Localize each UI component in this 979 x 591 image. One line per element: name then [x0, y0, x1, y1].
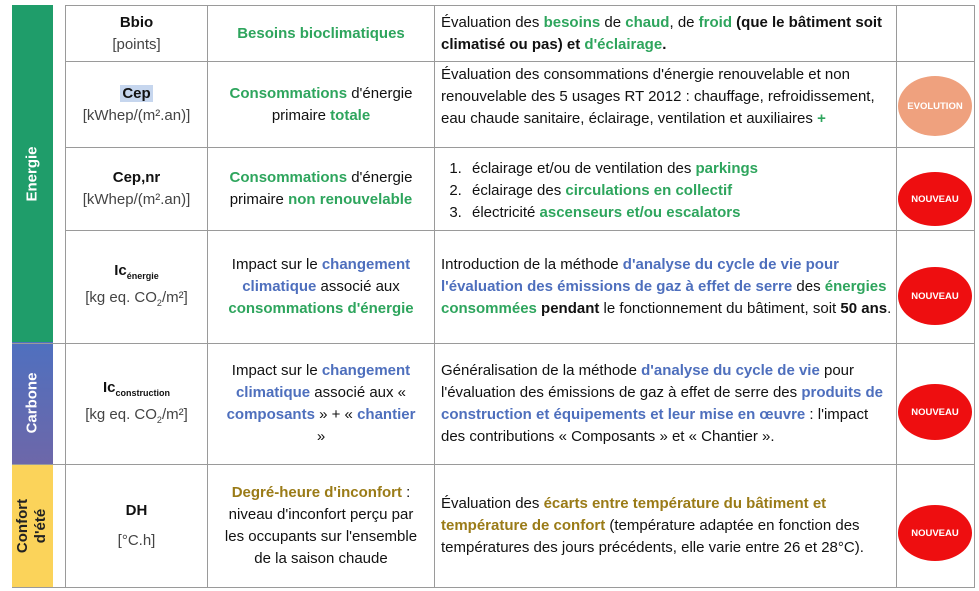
indicator-name: $Ic_{construction}$ [102, 379, 171, 398]
indicator-name: DH [125, 502, 148, 519]
band-confort-line1: Confort [14, 498, 32, 553]
row-cep-indicator [66, 62, 207, 147]
row-cep-description: Évaluation des consommations d'énergie renouvelable et non renouvelable des 5 usages RT 2012 : chauffage, refroidissement, eau chaude sanitaire, éclairage, ventilation et auxiliaires + [441, 66, 875, 127]
row-ic-energie-description: Introduction de la méthode d'analyse du cycle de vie pour l'évaluation des émissions de gaz à effet de serre des énergies consommées pendant le fonctionnement du bâtiment, soit 50 ans. [441, 256, 892, 317]
row-dh-indicator [66, 465, 207, 587]
band-carbone-label: Carbone [23, 372, 41, 434]
row-cepnr-name: Consommations d'énergie primaire non renouvelable [229, 169, 413, 208]
nouveau-badge: NOUVEAU [898, 267, 972, 325]
row-bbio-indicator [66, 6, 207, 61]
band-confort-line2: d'été [32, 508, 50, 543]
band-confort-label [15, 498, 51, 552]
indicator-name: Cep,nr [112, 169, 161, 186]
indicator-name: $Ic_{énergie}$ [114, 262, 159, 281]
row-dh-description: Évaluation des écarts entre température du bâtiment et température de confort (température adaptée en fonction des températures des jours précédents, elle varie entre 26 et 28°C). [441, 495, 864, 556]
row-ic-construction-indicator [66, 344, 207, 464]
row-cep-name: Consommations d'énergie primaire totale [229, 84, 413, 124]
row-ic-construction-description: Généralisation de la méthode d'analyse du cycle de vie pour l'évaluation des émissions de gaz à effet de serre des produits de construction et équipements et leur mise en œuvre : l'impact des contributions « Composants » et « Chantier ». [441, 362, 883, 445]
band-energie-label: Energie [23, 145, 41, 202]
indicator-name: Bbio [119, 13, 154, 31]
indicator-unit: [kg eq. $CO_2/m^2$] [85, 406, 188, 425]
row-ic-energie-indicator [66, 231, 207, 343]
row-ic-construction-name: Impact sur le changement climatique associé aux « composants » + « chantier » [226, 362, 416, 445]
nouveau-badge: NOUVEAU [898, 505, 972, 561]
nouveau-badge: NOUVEAU [898, 172, 972, 226]
evolution-badge: EVOLUTION [898, 76, 972, 136]
row-ic-energie-name: Impact sur le changement climatique associé aux consommations d'énergie [228, 256, 414, 317]
row-bbio-name [208, 6, 434, 61]
list-item: 3. électricité ascenseurs et/ou escalators [466, 202, 892, 224]
row-cepnr-description [432, 158, 892, 228]
nouveau-badge: NOUVEAU [898, 384, 972, 440]
band-carbone [12, 342, 53, 464]
indicator-name: Cep [122, 84, 151, 102]
list-item: 2. éclairage des circulations en collectif [466, 180, 892, 202]
row-dh-name: Degré-heure d'inconfort : niveau d'inconfort perçu par les occupants sur l'ensemble de la saison chaude [224, 484, 418, 567]
indicator-label: Besoins bioclimatiques [237, 24, 405, 42]
row-bbio-description: Évaluation des besoins de chaud, de froid (que le bâtiment soit climatisé ou pas) et d'éclairage. [441, 13, 883, 53]
band-confort [12, 464, 53, 587]
indicator-unit: [kWhep/(m².an)] [82, 191, 191, 208]
additional-uses-list [432, 158, 892, 224]
indicator-unit: [kWhep/(m².an)] [82, 106, 191, 124]
indicator-unit: [°C.h] [117, 532, 156, 549]
band-energie [12, 5, 53, 342]
indicator-unit: [points] [112, 35, 161, 53]
row-cepnr-indicator [66, 148, 207, 230]
list-item: 1. éclairage et/ou de ventilation des parkings [466, 158, 892, 180]
indicator-unit: [kg eq. $CO_2/m^2$] [85, 289, 188, 308]
